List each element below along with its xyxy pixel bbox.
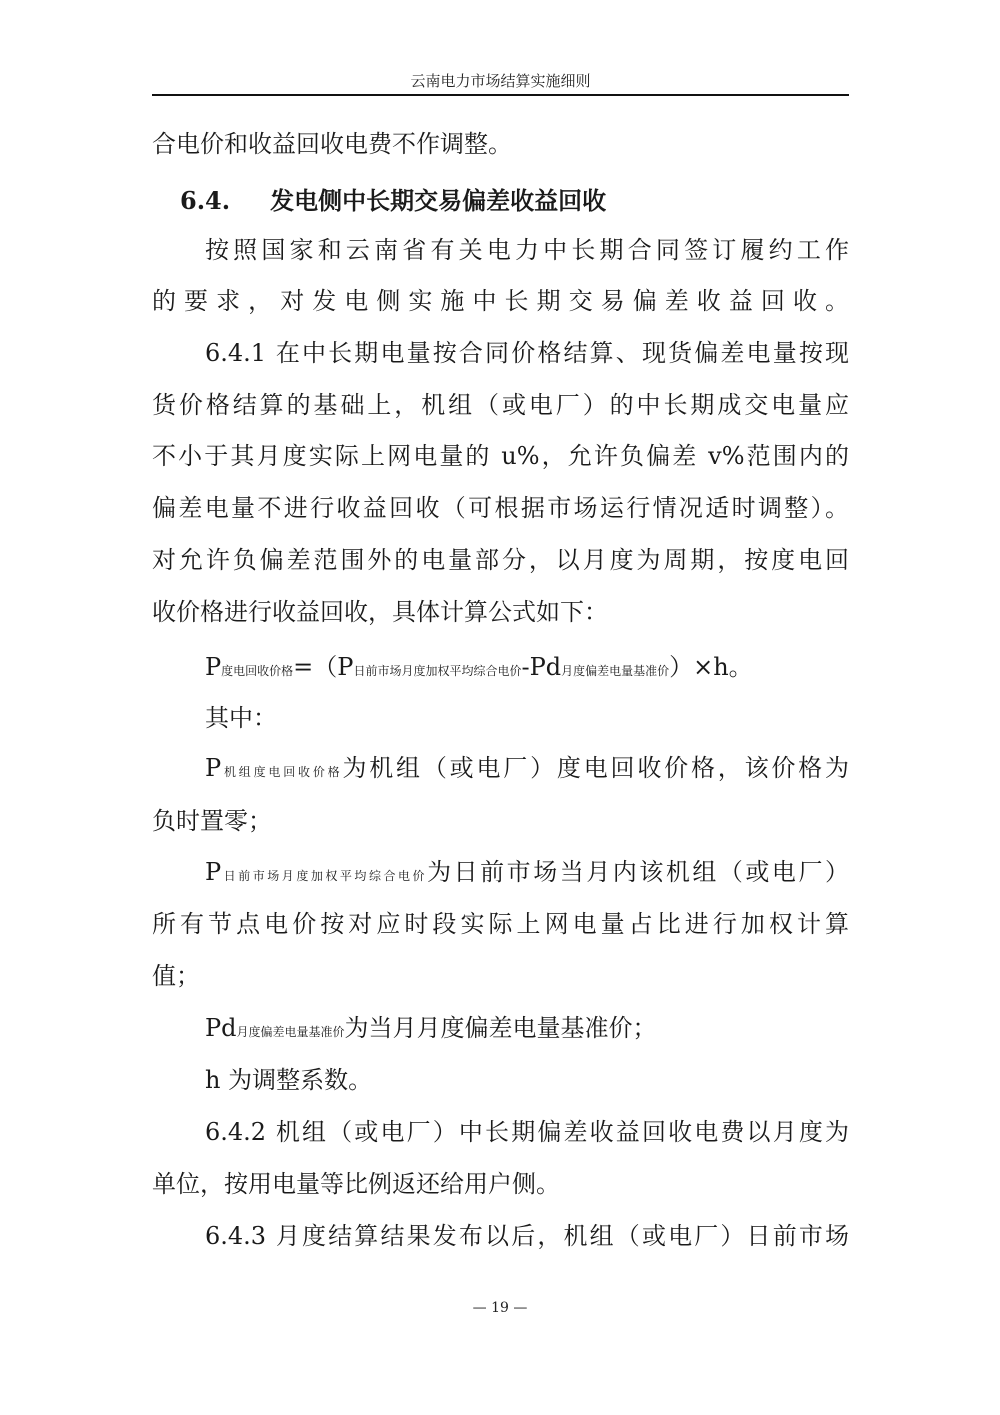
formula-subscript: 日前市场月度加权平均综合电价 <box>221 869 428 883</box>
formula-subscript: 月度偏差电量基准价 <box>236 1025 345 1039</box>
body-line: 6.4.3 月度结算结果发布以后，机组（或电厂）日前市场 <box>205 1222 849 1250</box>
body-line: 按照国家和云南省有关电力中长期合同签订履约工作 <box>205 236 849 264</box>
definition-text: 为日前市场当月内该机组（或电厂） <box>427 858 849 886</box>
formula-subscript: 度电回收价格 <box>221 664 294 678</box>
body-line: 的要求，对发电侧实施中长期交易偏差收益回收。 <box>152 287 849 315</box>
formula-symbol: =（P <box>293 653 354 681</box>
section-number: 6.4. <box>180 186 231 215</box>
running-header: 云南电力市场结算实施细则 <box>410 72 591 90</box>
body-line: 单位，按用电量等比例返还给用户侧。 <box>152 1170 560 1198</box>
definition-line <box>205 753 849 787</box>
body-line: 6.4.2 机组（或电厂）中长期偏差收益回收电费以月度为 <box>205 1118 849 1146</box>
body-line: 所有节点电价按对应时段实际上网电量占比进行加权计算 <box>152 910 849 938</box>
body-line: 收价格进行收益回收，具体计算公式如下： <box>152 598 608 626</box>
body-line: 负时置零； <box>152 807 272 835</box>
body-line: 偏差电量不进行收益回收（可根据市场运行情况适时调整）。 <box>152 494 849 522</box>
body-line: h 为调整系数。 <box>205 1066 373 1094</box>
section-heading <box>180 186 849 216</box>
formula-symbol: Pd <box>205 1014 237 1042</box>
formula-subscript: 月度偏差电量基准价 <box>561 664 670 678</box>
definition-text: 为机组（或电厂）度电回收价格，该价格为 <box>342 754 849 782</box>
definition-line <box>205 857 849 891</box>
header-rule <box>152 94 849 96</box>
body-line: 其中： <box>205 704 277 732</box>
formula-subscript: 日前市场月度加权平均综合电价 <box>353 664 522 678</box>
page-number: — 19 — <box>472 1300 528 1316</box>
body-line: 对允许负偏差范围外的电量部分，以月度为周期，按度电回 <box>152 546 849 574</box>
formula-symbol: -Pd <box>521 653 562 681</box>
body-line: 不小于其月度实际上网电量的 u%，允许负偏差 v%范围内的 <box>152 442 849 470</box>
formula-symbol: P <box>205 754 222 782</box>
definition-line <box>205 1013 849 1047</box>
definition-text: 为当月月度偏差电量基准价； <box>344 1014 657 1042</box>
body-line: 货价格结算的基础上，机组（或电厂）的中长期成交电量应 <box>152 391 849 419</box>
body-line: 合电价和收益回收电费不作调整。 <box>152 130 512 158</box>
formula-subscript: 机组度电回收价格 <box>221 765 343 779</box>
formula-symbol: P <box>205 653 222 681</box>
formula-symbol: ）×h。 <box>669 653 753 681</box>
formula-symbol: P <box>205 858 222 886</box>
section-title: 发电侧中长期交易偏差收益回收 <box>270 186 607 215</box>
body-line: 值； <box>152 962 200 990</box>
body-line: 6.4.1 在中长期电量按合同价格结算、现货偏差电量按现 <box>205 339 849 367</box>
formula <box>205 652 849 686</box>
